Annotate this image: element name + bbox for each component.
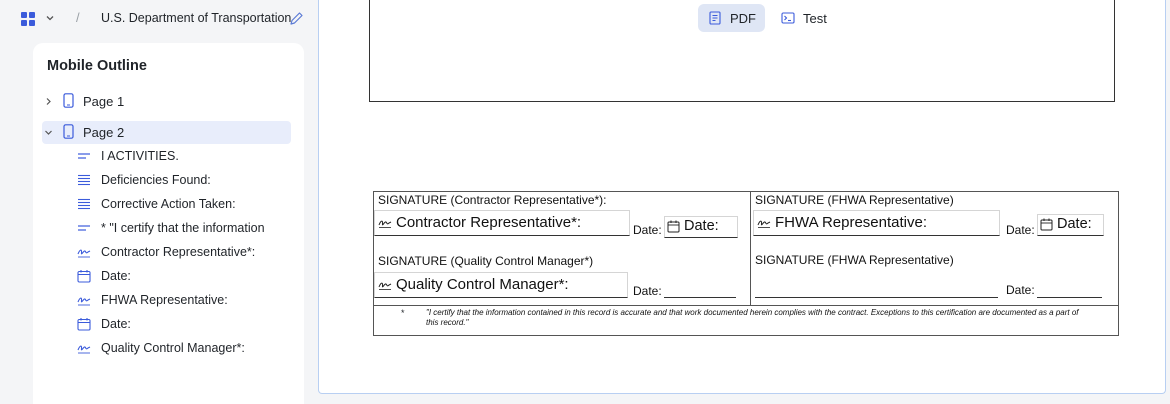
- contractor-date-field[interactable]: [664, 216, 738, 238]
- outline-item-label: FHWA Representative:: [101, 293, 228, 307]
- outline-item-label: I ACTIVITIES.: [101, 149, 179, 163]
- contractor-signature-heading: SIGNATURE (Contractor Representative*):: [378, 193, 607, 207]
- outline-item-activities[interactable]: [77, 146, 297, 168]
- outline-item-corrective-action[interactable]: [77, 194, 297, 216]
- certification-bullet: *: [401, 308, 405, 318]
- outline-item-date-1[interactable]: [77, 266, 297, 288]
- fhwa-signature-heading-2: SIGNATURE (FHWA Representative): [755, 253, 954, 267]
- apps-grid-icon[interactable]: [21, 12, 35, 26]
- signature-icon: [757, 218, 771, 228]
- date-label: Date:: [633, 223, 662, 237]
- paragraph-icon: [77, 173, 91, 187]
- test-view-button[interactable]: [771, 4, 839, 32]
- calendar-icon: [667, 220, 680, 233]
- chevron-down-icon[interactable]: [45, 13, 55, 23]
- test-view-label: Test: [803, 11, 827, 26]
- fhwa-signature-line-2[interactable]: [755, 297, 998, 298]
- outline-item-deficiencies[interactable]: [77, 170, 297, 192]
- outline-sidebar: [33, 43, 304, 404]
- mobile-page-icon: [63, 124, 74, 139]
- mobile-page-icon: [63, 93, 74, 108]
- fhwa-signature-field[interactable]: [753, 210, 1000, 236]
- contractor-signature-value: Contractor Representative*:: [396, 214, 582, 231]
- outline-item-qcm-signature[interactable]: [77, 338, 297, 360]
- fhwa-date-value: Date:: [1057, 216, 1092, 232]
- outline-item-date-2[interactable]: [77, 314, 297, 336]
- date-label: Date:: [1006, 223, 1035, 237]
- qcm-signature-heading: SIGNATURE (Quality Control Manager*): [378, 254, 594, 268]
- paragraph-icon: [77, 197, 91, 211]
- outline-page-label: Page 2: [83, 125, 125, 140]
- fhwa-signature-heading: SIGNATURE (FHWA Representative): [755, 193, 954, 207]
- calendar-icon: [1040, 218, 1053, 231]
- fhwa-signature-value: FHWA Representative:: [775, 214, 927, 231]
- signature-icon: [77, 245, 91, 259]
- qcm-date-line[interactable]: [664, 297, 736, 298]
- chevron-right-icon[interactable]: [44, 97, 53, 106]
- qcm-signature-field[interactable]: [374, 272, 628, 298]
- outline-item-label: Quality Control Manager*:: [101, 341, 245, 355]
- contractor-signature-field[interactable]: [374, 210, 630, 236]
- qcm-signature-value: Quality Control Manager*:: [396, 276, 569, 293]
- pdf-view-label: PDF: [730, 11, 756, 26]
- breadcrumb-separator: /: [76, 10, 80, 25]
- outline-item-contractor-signature[interactable]: [77, 242, 297, 264]
- calendar-icon: [77, 269, 91, 283]
- terminal-icon: [781, 11, 795, 25]
- signature-icon: [378, 280, 392, 290]
- edit-pencil-icon[interactable]: [289, 11, 304, 26]
- chevron-down-icon[interactable]: [44, 128, 53, 137]
- signature-icon: [77, 293, 91, 307]
- text-short-icon: [77, 149, 91, 163]
- outline-item-certify[interactable]: [77, 218, 297, 240]
- view-toggle: [696, 1, 842, 35]
- outline-item-label: * "I certify that the information: [101, 221, 265, 235]
- certification-text: "I certify that the information contained in this record is accurate and that work documented herein complies with the contract. Exceptions to this certification are documented as a part of this record.": [426, 308, 1079, 327]
- outline-item-label: Contractor Representative*:: [101, 245, 256, 259]
- pdf-document-icon: [708, 11, 722, 25]
- signature-table: [373, 191, 1119, 336]
- calendar-icon: [77, 317, 91, 331]
- signature-icon: [378, 218, 392, 228]
- text-short-icon: [77, 221, 91, 235]
- table-divider: [750, 192, 751, 306]
- date-label: Date:: [633, 284, 662, 298]
- sidebar-title: Mobile Outline: [47, 58, 147, 74]
- date-label: Date:: [1006, 283, 1035, 297]
- pdf-view-button[interactable]: [698, 4, 765, 32]
- signature-icon: [77, 341, 91, 355]
- contractor-date-value: Date:: [684, 218, 719, 234]
- fhwa-date-field[interactable]: [1037, 214, 1104, 236]
- table-divider: [374, 305, 1118, 306]
- document-preview: [318, 0, 1166, 394]
- outline-item-label: Date:: [101, 317, 131, 331]
- fhwa-date-line-2[interactable]: [1037, 297, 1102, 298]
- document-title[interactable]: U.S. Department of Transportation: [101, 11, 292, 25]
- outline-page-label: Page 1: [83, 94, 125, 109]
- outline-item-fhwa-signature[interactable]: [77, 290, 297, 312]
- outline-item-label: Corrective Action Taken:: [101, 197, 236, 211]
- outline-item-label: Deficiencies Found:: [101, 173, 211, 187]
- outline-page-1[interactable]: [42, 90, 291, 113]
- top-bar: [0, 0, 318, 40]
- outline-page-2[interactable]: [42, 121, 291, 144]
- outline-item-label: Date:: [101, 269, 131, 283]
